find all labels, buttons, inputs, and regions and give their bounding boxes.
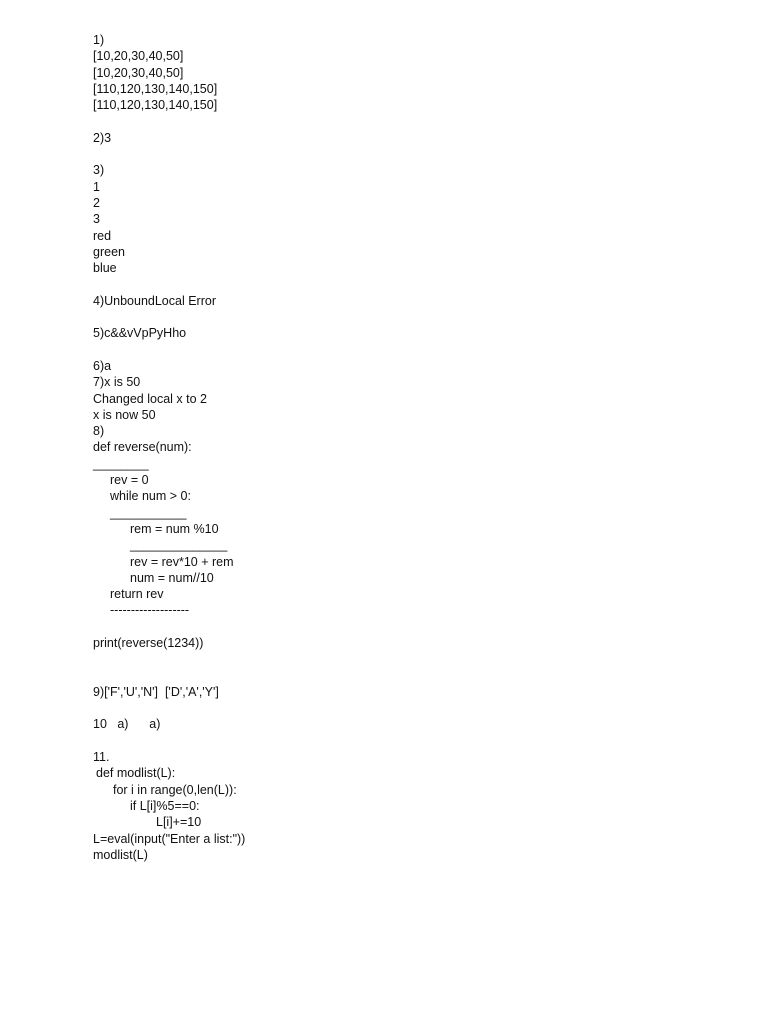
code-line-rev-update: rev = rev*10 + rem (130, 554, 234, 569)
answer-3-heading: 3) (93, 163, 105, 178)
spacer (93, 309, 733, 325)
answer-8-heading: 8) (93, 424, 105, 439)
spacer (93, 700, 733, 716)
answer-3-line: red (93, 228, 112, 243)
answer-1 (93, 32, 733, 113)
underline-rule: ________ (93, 456, 149, 471)
answer-7-line: 7)x is 50 (93, 375, 141, 390)
answer-7 (93, 374, 733, 423)
dashed-rule: ------------------- (110, 603, 190, 618)
answer-6: 6)a (93, 358, 112, 373)
answer-3-line: green (93, 244, 125, 259)
answer-3 (93, 162, 733, 276)
code-line-input: L=eval(input("Enter a list:")) (93, 831, 246, 846)
answer-11 (93, 749, 733, 863)
answer-5: 5)c&&vVpPyHho (93, 326, 187, 341)
underline-rule: ______________ (130, 538, 228, 553)
spacer (93, 113, 733, 129)
answer-3-line: 3 (93, 212, 100, 227)
answer-11-heading: 11. (93, 750, 110, 765)
answer-1-line: [10,20,30,40,50] (93, 49, 184, 64)
answer-1-line: [110,120,130,140,150] (93, 81, 218, 96)
code-line-num-update: num = num//10 (130, 570, 214, 585)
answer-10: 10 a) a) (93, 717, 161, 732)
spacer (93, 342, 733, 358)
spacer (93, 733, 733, 749)
code-line-def: def reverse(num): (93, 440, 192, 455)
answer-3-line: 2 (93, 195, 100, 210)
code-line-body: L[i]+=10 (156, 815, 202, 830)
answer-3-line: blue (93, 261, 117, 276)
code-line-return: return rev (110, 587, 164, 602)
code-line-def: def modlist(L): (96, 766, 176, 781)
answer-3-line: 1 (93, 179, 100, 194)
code-line-call: modlist(L) (93, 847, 148, 862)
answer-7-line: Changed local x to 2 (93, 391, 207, 406)
code-line-if: if L[i]%5==0: (130, 798, 200, 813)
code-line-for: for i in range(0,len(L)): (113, 782, 237, 797)
underline-rule: ___________ (110, 505, 187, 520)
answer-document (93, 32, 733, 863)
code-line-rev-init: rev = 0 (110, 473, 149, 488)
answer-8 (93, 423, 733, 651)
code-line-while: while num > 0: (110, 489, 191, 504)
code-line-rem: rem = num %10 (130, 521, 219, 536)
answer-1-heading: 1) (93, 33, 105, 47)
spacer (93, 276, 733, 292)
spacer (93, 651, 733, 684)
answer-2: 2)3 (93, 130, 112, 145)
code-line-print: print(reverse(1234)) (93, 635, 204, 650)
answer-1-line: [110,120,130,140,150] (93, 98, 218, 113)
answer-1-line: [10,20,30,40,50] (93, 65, 184, 80)
spacer (93, 146, 733, 162)
answer-7-line: x is now 50 (93, 407, 156, 422)
answer-4: 4)UnboundLocal Error (93, 293, 216, 308)
answer-9: 9)['F','U','N'] ['D','A','Y'] (93, 684, 219, 699)
spacer (93, 619, 733, 635)
